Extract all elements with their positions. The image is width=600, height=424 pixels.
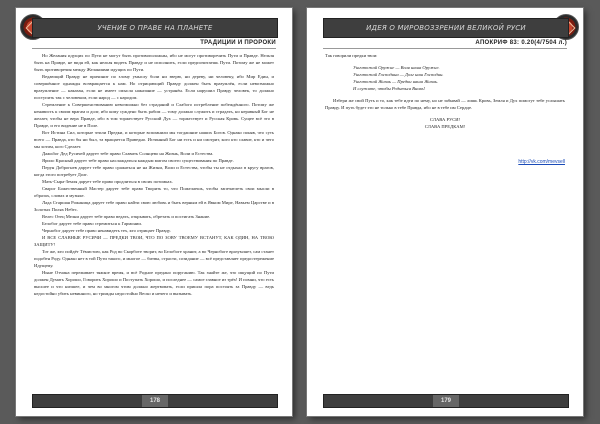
paragraph: Велес Отец Мелни дарует тебе право ведать, открывать, обретать и постигать Знание. (42, 214, 211, 219)
paragraph: Вот Истина Сил, которые чтили Предки, и которые вспомнили мы тогдашние наших Богов. Однако поняв, что суть всего — Правда, кто бы ни был, та вращается Праведно. Истинный Бог ни есть и ни смотрит, кого кто славит, кто и чего мы хотим, кого Сделает. (34, 130, 274, 149)
paragraph: Ныне Отчина переживает тяжкое время, и всё Родное предано поруганию. Так знайте же, что ищущий по Пути должен Думать Хорошо, Говорить Хорошо и Поступать Хорошо, и последнее — самое главное из трёх! И помни, что есть высшее и что низшее, и чем во многом чтим должно жертвовать, если пришла пора постоять за Правду — ведь недостойно убить невинного, но трижды недостойно Веско и нечего и вызывать. (34, 270, 274, 296)
paragraph: И служите, чтобы Родиться Вновь! (353, 86, 426, 91)
page-footer (323, 394, 569, 408)
paragraph: Уничтожай Господина — Долг наш Господин. (353, 72, 444, 77)
left-page (16, 8, 292, 416)
paragraph: И ВСЕ СЛАВНЫЕ РУСИЧИ — ПРЕДКИ ТВОИ, ЧТО ПО ЗОВУ ТВОЕМУ ВСТАНУТ, КАК ОДИН, НА ТВОЮ ЗАЩИТУ! (34, 235, 274, 247)
paragraph: Ярило Красный дарует тебе право наслаждаться каждым мигом своего существования по Правде. (42, 158, 234, 163)
section-title: АПОКРИФ 83: 0.20(4/7504 л.) (475, 40, 567, 46)
paragraph: Лада Старшая Рожаница дарует тебе право найти свою любовь и быть верным ей в Явном Мире, Навьем Царстве и в Золотых Полях Небес. (34, 200, 274, 212)
page-header: УЧЕНИЕ О ПРАВЕ НА ПЛАНЕТЕ (32, 18, 278, 38)
paragraph: Перун Доброгнев дарует тебе право сражаться не на Жизни, Воли и Естества, чтобы ты не отдыхал в кругу врагов, когда этого потребует Долг. (34, 165, 274, 177)
paragraph: Стремление к Совершенствованию невозможно без страданий и Слабого истребление побеждённого. Потому же ненависть к своим врагам и долг, ибо кому суждено быть рабом — тому должно служить и страдать, но неравный Бог не желает, чтобы не вера Правде, ибо в том торжествует Русский Дух — торжествует и Русская Кровь. Сущее всё это в Правде, и его видение не в Поле. (34, 102, 274, 128)
divider (323, 48, 567, 49)
paragraph: Избери же свой Путь и то, как тебе идти по нему, но не забывай — лишь Кровь, Земля и Дух помогут тебе услышать Правду. И путь будет это не только в тебе Правда, ибо не в тебе им Сердце. (325, 98, 565, 110)
paragraph: СЛАВА РУСИ! (429, 117, 461, 122)
paragraph: Сварог Божественный Мастер дарует тебе право Творить то, что Пожелаешь, чтобы запечатлеть свои мысли в образах, словах и музыке. (34, 186, 274, 198)
paragraph: Белобог дарует тебе право стремиться к Гармонии. (42, 221, 142, 226)
section-title: ТРАДИЦИИ И ПРОРОКИ (200, 40, 276, 46)
page-number: 178 (142, 395, 168, 407)
paragraph: Мать-Сыра-Земля дарует тебе право продлиться в своих потомках. (42, 179, 173, 184)
page-header: ИДЕЯ О МИРОВОЗЗРЕНИИ ВЕЛИКОЙ РУСИ (323, 18, 569, 38)
paragraph: Уничтожай Оружие — Воля наша Оружие. (353, 65, 440, 70)
paragraph: Дажьбог Дед Русичей дарует тебе право Славить Солнцево на Жизнь, Воли и Естества. (42, 151, 214, 156)
divider (32, 48, 276, 49)
page-body (34, 52, 274, 394)
paragraph: Ведающий Правду не причинит по злому умыслу боли ни зверю, ни дереву, ни человеку, ибо Мир Един, и совершённое однажды возвращается к нам. Но отрицающий Правду должен быть вразумлён, если невозможно вразумление — наказан, если не имеет смысла наказание — устранён. Если нарушил Правду человек, то должно поступить так с человеком, если народ — с народом. (34, 74, 274, 100)
paragraph: Тот же, кто пойдёт Тёмистою, как Род во Скорботе творит, во Белобоге хранит, а во Чернобоге вразумляет, сам станет подобен Роду. Однако нет в той Пути такого, и многое — битвы, страсти, созидание — всё представляет предостережение Идущему. (34, 249, 274, 268)
page-footer (32, 394, 278, 408)
paragraph: Но Желания идущих по Пути не могут быть противоположны, ибо не могут противоречить Пути и Правде. Нельзя быть на Правде, не видя ей, как нельзя видеть Правду и не исполнить, если предпочитаешь Пути. Потому же не может быть противоречия между Желаниями идущих по Пути. (34, 53, 274, 72)
paragraph: Уничтожай Жизнь — Предки наша Жизнь. (353, 79, 439, 84)
page-body (325, 52, 565, 382)
page-number: 179 (433, 395, 459, 407)
external-link[interactable]: http://vk.com/mevsell (518, 159, 565, 165)
paragraph: Чернобог дарует тебе право ненавидеть тех, кто отрицает Правду. (42, 228, 171, 233)
paragraph: Так говорили предки твои: (325, 53, 378, 58)
right-page (307, 8, 583, 416)
paragraph: СЛАВА ПРЕДКАМ! (424, 124, 466, 129)
